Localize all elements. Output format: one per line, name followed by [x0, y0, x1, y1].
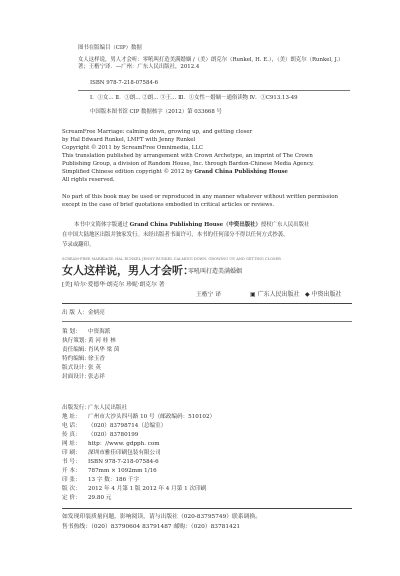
staff-row — [62, 347, 120, 354]
cn-notice-publisher: Grand China Publishing House（中资出版社） — [129, 222, 261, 228]
imprint-label: 版 次： — [62, 486, 81, 492]
imprint-value: 广东人民出版社 — [88, 405, 128, 411]
imprint-label: 印 刷： — [62, 450, 81, 456]
imprint-value: 13 字 数：186 千字 — [88, 477, 140, 483]
notice-line-1: No part of this book may be used or reproduced in any manner whatever without written permission — [62, 194, 338, 200]
imprint-value: ISBN 978-7-218-07584-6 — [88, 459, 159, 465]
logo-mark-2-icon: ◆ — [305, 291, 310, 298]
imprint-row — [62, 405, 127, 412]
publisher-value: 金炳亮 — [87, 310, 105, 316]
cip-divider — [78, 90, 350, 91]
staff-label: 执行策划： — [62, 338, 90, 344]
staff-label: 封面设计： — [62, 374, 90, 380]
staff-value: 张 英 — [88, 365, 101, 371]
staff-value: 张志祥 — [88, 374, 105, 380]
staff-value: 徐玉香 — [88, 356, 105, 362]
cip-classification: Ⅰ．①女… Ⅱ．①朗… ②朗… ③王… Ⅲ．①女性－婚姻－通俗读物 Ⅳ．①C913.13-49 — [90, 95, 298, 101]
authors-line: [美] 哈尔·爱德华·朗克尔 珍妮·朗克尔 著 — [62, 282, 165, 288]
footer-line-2: 售书热线：（020）83790604 83791487 邮购：（020）83781421 — [62, 524, 241, 530]
staff-row — [62, 338, 116, 345]
staff-label: 策 划： — [62, 329, 81, 335]
small-english-title: SCREAM-FREE MARRIAGE: HAL RUNKEL JENNY RUNKEL CALMING DOWN, GROWING UP, AND GETTING CLOSER — [62, 257, 281, 261]
imprint-row — [62, 450, 161, 457]
staff-row — [62, 356, 105, 363]
chinese-notice-line-3: 节录或翻印。 — [62, 242, 95, 248]
imprint-value: （020）83798714（总编室） — [88, 423, 167, 429]
publisher-row — [62, 310, 105, 317]
imprint-row — [62, 414, 215, 421]
imprint-value: 广州市大沙头四马路 10 号（邮政编码：510102） — [88, 414, 216, 420]
imprint-label: 出版发行： — [62, 405, 90, 411]
imprint-value: http：//www. gdpph. com — [88, 441, 160, 447]
imprint-value: 2012 年 4 月第 1 版 2012 年 4 月第 1 次印刷 — [88, 486, 207, 492]
staff-label: 特约编辑： — [62, 356, 90, 362]
english-copyright-line: Copyright © 2011 by ScreamFree Omnimedia, LLC — [62, 145, 204, 151]
staff-value: 肖风华 梁 茵 — [88, 347, 120, 353]
cn-notice-post: 授权广东人民出版社 — [260, 222, 310, 228]
footer-line-1: 如发现印装质量问题，影响阅读，请与出版社（020-83795749）联系调换。 — [62, 514, 262, 520]
staff-row — [62, 374, 105, 381]
cn-notice-pre: 本书中文简体字版通过 — [74, 222, 130, 228]
chinese-notice-line-2: 在中国大陆地区出版并独家发行。未经出版者书面许可，本书的任何部分不得以任何方式抄袭、 — [62, 232, 289, 238]
main-title: 女人这样说，男人才会听： — [62, 264, 194, 277]
imprint-value: 787mm × 1092mm 1/16 — [88, 468, 157, 474]
publisher-label: 出 版 人： — [62, 310, 88, 316]
cip-line1: 女人这样说，男人才会听：零吼叫打造美满婚姻 /（美）朗克尔（Runkel, H. E.），（美）朗克尔（Runkel, J.）著；王楷宁译．—广州：广东人民出版社，2012.4 — [78, 57, 344, 71]
publisher-logo-1 — [250, 291, 300, 299]
imprint-row — [62, 432, 138, 439]
imprint-label: 地 址： — [62, 414, 81, 420]
english-edition-line — [62, 169, 288, 176]
logo1-text: 广东人民出版社 — [257, 291, 300, 298]
subtitle: 零吼叫打造美满婚姻 — [188, 268, 243, 275]
imprint-row — [62, 486, 206, 493]
staff-label: 责任编辑： — [62, 347, 90, 353]
translator-line: 王楷宁 译 — [196, 292, 222, 298]
english-translation-line-2: Publishing Group, a division of Random House, Inc. through Bardon-Chinese Media Agency. — [62, 161, 314, 167]
rights-line: All rights reserved. — [62, 177, 115, 183]
cip-isbn: ISBN 978-7-218-07584-6 — [90, 80, 159, 86]
staff-label: 版式设计： — [62, 365, 90, 371]
english-translation-line-1: This translation published by arrangement with Crown Archetype, an imprint of The Crown — [62, 153, 313, 159]
logo-mark-icon: ▣ — [250, 291, 256, 298]
imprint-row — [62, 495, 111, 502]
imprint-value: （020）83780199 — [88, 432, 139, 438]
staff-row — [62, 329, 110, 336]
imprint-row — [62, 468, 157, 475]
edition-text: Simplified Chinese edition copyright © 2012 by — [62, 169, 195, 175]
imprint-label: 书 号： — [62, 459, 81, 465]
imprint-label: 传 真： — [62, 432, 81, 438]
imprint-label: 印 张： — [62, 477, 81, 483]
imprint-label: 电 话： — [62, 423, 81, 429]
imprint-label: 开 本： — [62, 468, 81, 474]
edition-publisher: Grand China Publishing House — [194, 169, 288, 175]
imprint-label: 定 价： — [62, 495, 81, 501]
publisher-divider — [62, 321, 352, 322]
english-title-line: ScreamFree Marriage: calming down, growing up, and getting closer — [62, 129, 253, 135]
imprint-value: 深圳市雅佳印刷包装有限公司 — [88, 450, 161, 456]
imprint-row — [62, 477, 139, 484]
imprint-row — [62, 423, 166, 430]
cip-record: 中国版本图书馆 CIP 数据核字（2012）第 033668 号 — [90, 109, 222, 115]
cip-heading: 图书在版编目（CIP）数据 — [78, 45, 142, 51]
notice-line-2: except in the case of brief quotations embodied in critical articles or reviews. — [62, 202, 275, 208]
imprint-row — [62, 459, 159, 466]
staff-value: 黄 河 桂 林 — [88, 338, 116, 344]
imprint-row — [62, 441, 160, 448]
footer-divider — [62, 508, 352, 509]
staff-row — [62, 365, 101, 372]
imprint-value: 29.80 元 — [88, 495, 112, 501]
publisher-logo-2 — [305, 291, 342, 299]
chinese-notice-line-1 — [74, 222, 309, 229]
staff-value: 中资海派 — [88, 329, 111, 335]
title-divider — [62, 303, 352, 304]
logo2-text: 中资出版社 — [311, 291, 342, 298]
english-author-line: by Hal Edward Runkel, LMFT with Jenny Runkel — [62, 137, 196, 143]
imprint-label: 网 址： — [62, 441, 81, 447]
